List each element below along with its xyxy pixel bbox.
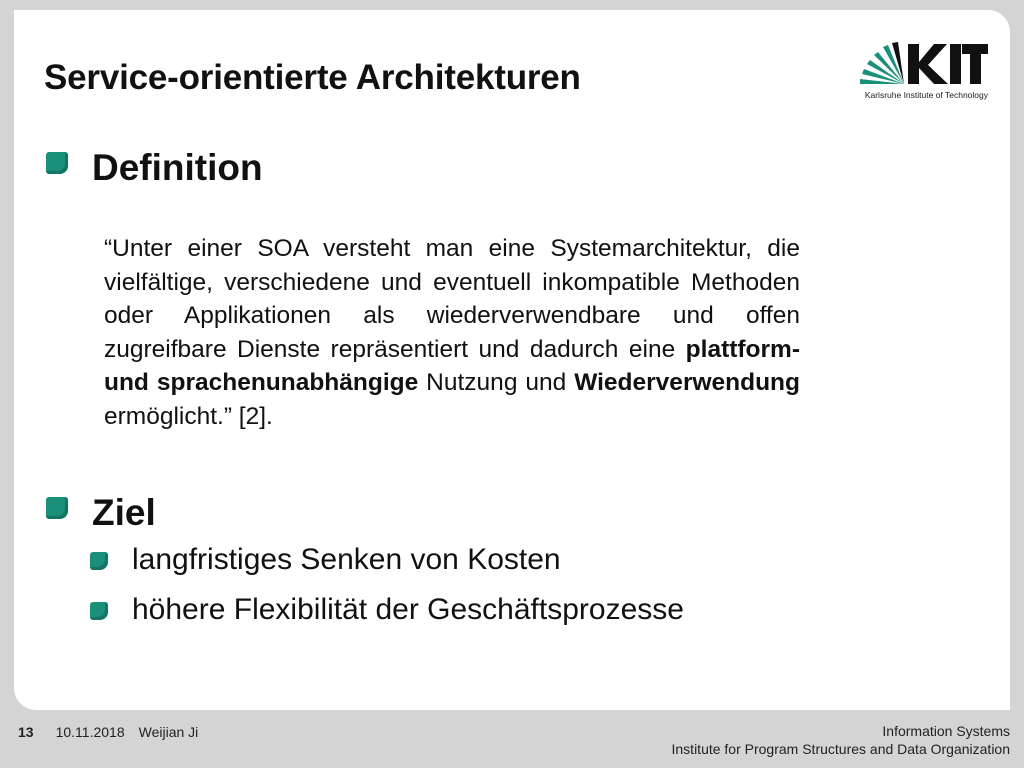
quote-bold-platform: plattform- und sprachenunabhängige <box>104 335 800 396</box>
sub-bullet-square-icon <box>90 552 108 570</box>
quote-text-part-1: “Unter einer SOA versteht man eine Systemarchitektur, die vielfältige, verschiedene und eventuell inkompatible Methoden oder Applikationen als wiederverwendbare und offen zugreifbare Dienste repräsentiert und dadurch eine <box>104 235 800 363</box>
list-item: höhere Flexibilität der Geschäftsprozesse <box>132 593 684 626</box>
footer-author: Weijian Ji <box>138 724 199 740</box>
quote-bold-reuse: Wiederverwendung <box>574 369 800 396</box>
footer-right <box>672 722 1011 758</box>
kit-logo-mark <box>858 38 988 90</box>
kit-logo <box>858 38 988 100</box>
bullet-square-icon <box>46 497 68 519</box>
slide-canvas <box>14 10 1010 710</box>
quote-text-part-3: ermöglicht.” [2]. <box>104 402 273 430</box>
kit-logo-subtitle: Karlsruhe Institute of Technology <box>864 90 988 100</box>
list-item: langfristiges Senken von Kosten <box>132 543 561 576</box>
footer-org-line2: Institute for Program Structures and Data Organization <box>671 741 1010 757</box>
sub-bullet-square-icon <box>90 602 108 620</box>
slide-title: Service-orientierte Architekturen <box>44 58 581 97</box>
section-heading-ziel: Ziel <box>92 492 156 533</box>
quote-text-part-2: Nutzung und <box>418 369 575 396</box>
footer-left <box>18 724 198 740</box>
footer-org-line1: Information Systems <box>882 723 1010 739</box>
footer-date: 10.11.2018 <box>55 724 125 740</box>
definition-quote <box>104 232 800 433</box>
page-number: 13 <box>18 724 34 740</box>
section-heading-definition: Definition <box>92 147 263 188</box>
bullet-square-icon <box>46 152 68 174</box>
